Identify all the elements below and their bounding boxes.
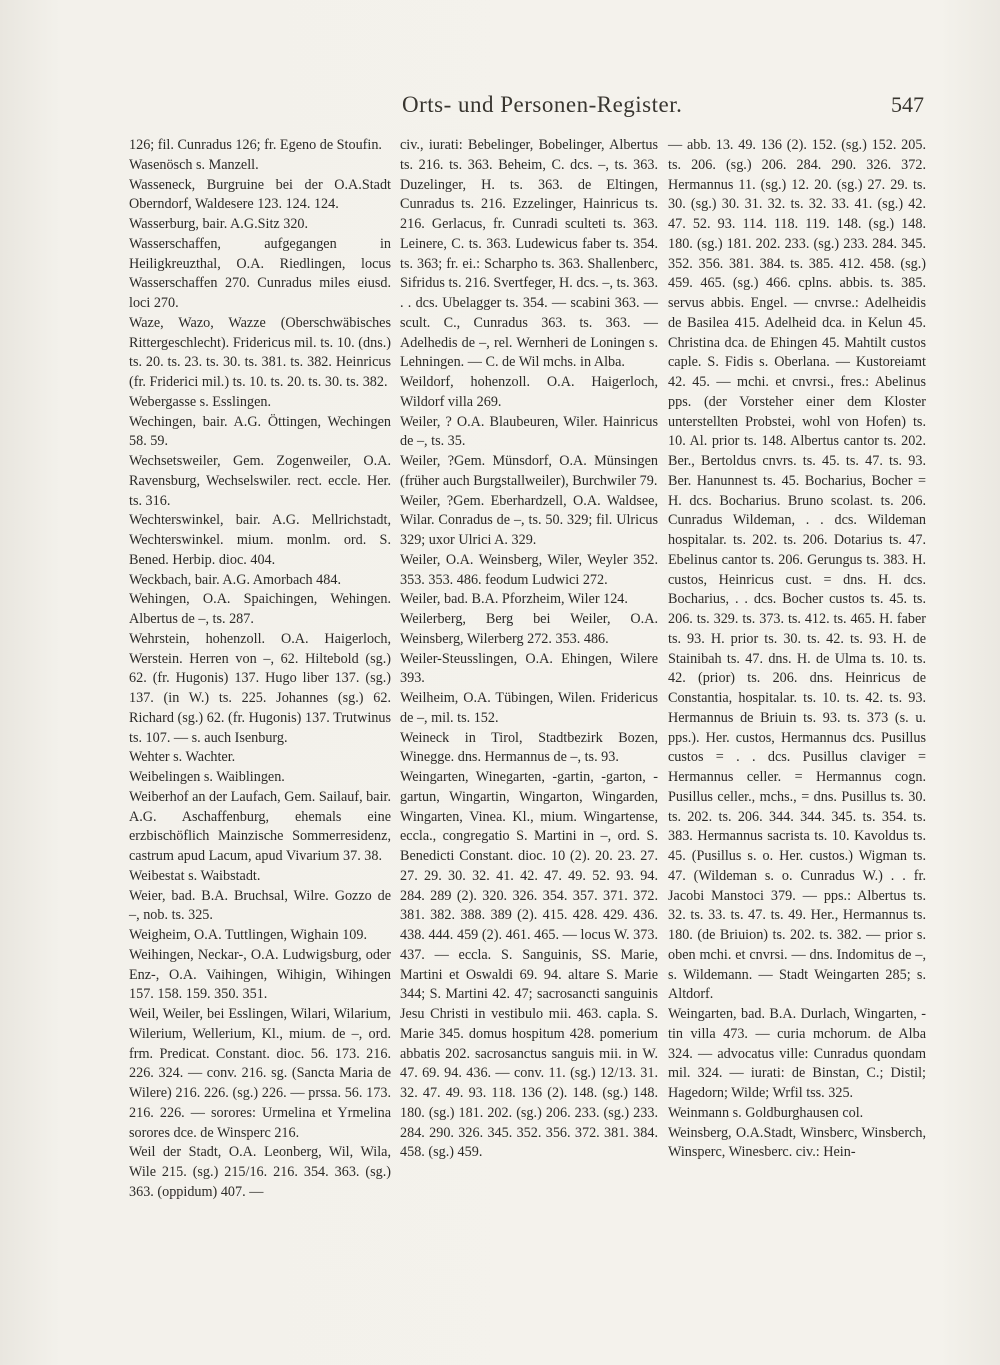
register-entry: Wechingen, bair. A.G. Öttingen, Wechingen 58. 59. xyxy=(129,413,391,450)
register-entry: Wasserschaffen, aufgegangen in Heiligkreuzthal, O.A. Riedlingen, locus Wasserschaffen 270. Cunradus miles eiusd. loci 270. xyxy=(129,235,391,311)
register-entry: Weihingen, Neckar-, O.A. Ludwigsburg, oder Enz-, O.A. Vaihingen, Wihigin, Wihingen 157. 158. 159. 350. 351. xyxy=(129,946,391,1003)
register-entry: civ., iurati: Bebelinger, Bobelinger, Albertus ts. 216. ts. 363. Beheim, C. dcs. –, ts. 363. Duzelinger, H. ts. 363. de Eltingen, Cunradus ts. 216. Ezzelinger, Hainricus ts. 216. Gerlacus, fr. Cunradi sculteti ts. 363. Leinere, C. ts. 363. Ludewicus faber ts. 354. ts. 363; fr. ei.: Scharpho ts. 363. Shallenberc, Sifridus ts. 216. Svertfeger, H. dcs. –, ts. 363. . . dcs. Ubelagger ts. 354. — scabini 363. — scult. C., Cunradus 363. ts. 363. — Adelhedis de –, rel. Wernheri de Loningen s. Lehningen. — C. de Wil mchs. in Alba. xyxy=(400,137,658,371)
register-entry: Wehrstein, hohenzoll. O.A. Haigerloch, Werstein. Herren von –, 62. Hiltebold (sg.) 62. (fr. Hugonis) 137. Hugo liber 137. (sg.) 137. (in W.) ts. 225. Johannes (sg.) 62. Richard (sg.) 62. (fr. Hugonis) 137. Trutwinus ts. 107. — s. auch Isenburg. xyxy=(129,630,391,746)
register-entry: Weiberhof an der Laufach, Gem. Sailauf, bair. A.G. Aschaffenburg, ehemals eine erzbischöflich Mainzische Sommerresidenz, castrum apud Lacum, apud Vivarium 37. 38. xyxy=(129,788,392,864)
register-entry: Weiler, bad. B.A. Pforzheim, Wiler 124. xyxy=(400,591,628,608)
register-entry: Weildorf, hohenzoll. O.A. Haigerloch, Wildorf villa 269. xyxy=(400,374,658,410)
register-entry: Weingarten, Winegarten, -gartin, -garton, -gartun, Wingartin, Wingarton, Wingarden, Wingarten, Vinea. Kl., mium. Wingartense, eccla., congregatio S. Martini in –, ord. S. Benedicti Constant. dioc. 10 (2). 20. 23. 27. 27. 29. 30. 32. 41. 42. 47. 49. 52. 93. 94. 284. 289 (2). 320. 326. 354. 357. 371. 372. 381. 382. 388. 389 (2). 415. 428. 429. 436. 438. 444. 459 (2). 461. 465. — locus W. 373. 437. — eccla. S. Sanguinis, SS. Marie, Martini et Oswaldi 69. 94. altare S. Marie 344; S. Martini 42. 47; sacrosancti sanguinis Jesu Christi in vestibulo mii. 463. capla. S. Marie 345. domus hospitum 428. pomerium abbatis 202. sacrosanctus sanguis mii. in W. 47. 69. 94. 436. — conv. 11. (sg.) 12/13. 31. 32. 47. 49. 93. 118. 136 (2). 148. (sg.) 148. 180. (sg.) 181. 202. (sg.) 206. 233. (sg.) 233. 284. 290. 326. 345. 352. 356. 372. 381. 384. 458. (sg.) 459. xyxy=(400,769,658,1161)
register-entry: Weiler, ?Gem. Eberhardzell, O.A. Waldsee, Wilar. Conradus de –, ts. 50. 329; fil. Ulricus 329; uxor Ulrici A. 329. xyxy=(400,492,658,548)
page-number: 547 xyxy=(891,92,924,117)
text-column-right xyxy=(668,136,926,1163)
register-entry: Weinmann s. Goldburghausen col. xyxy=(668,1104,864,1121)
register-entry: Weibestat s. Waibstadt. xyxy=(129,867,261,884)
register-entry: Wehter s. Wachter. xyxy=(129,749,236,766)
register-entry: Weilerberg, Berg bei Weiler, O.A. Weinsberg, Wilerberg 272. 353. 486. xyxy=(400,611,658,647)
register-entry: 126; fil. Cunradus 126; fr. Egeno de Stoufin. xyxy=(129,137,382,153)
register-entry: Wechterswinkel, bair. A.G. Mellrichstadt, Wechterswinkel. mium. monlm. ord. S. Bened. Herbip. dioc. 404. xyxy=(129,512,391,568)
register-entry: Weier, bad. B.A. Bruchsal, Wilre. Gozzo de –, nob. ts. 325. xyxy=(129,887,391,924)
register-entry: — abb. 13. 49. 136 (2). 152. (sg.) 152. 205. ts. 206. (sg.) 206. 284. 290. 326. 372. Hermannus 11. (sg.) 12. 20. (sg.) 27. 29. ts. 30. (sg.) 30. 31. 32. ts. 32. 33. 41. (sg.) 42. 47. 52. 93. 114. 118. 119. 148. (sg.) 148. 180. (sg.) 181. 202. 233. (sg.) 233. 284. 345. 352. 356. 381. 384. ts. 385. 412. 458. (sg.) 459. 465. (sg.) 466. cplns. abbis. ts. 385. servus abbis. Engel. — cnvrse.: Adelheidis de Basilea 415. Adelheid dca. in Kelun 45. Christina dca. de Ehingen 45. Mahtilt custos caple. S. Fidis s. Oberlana. — Kustoreiamt 42. 45. — mchi. et cnvrsi., fres.: Abelinus pps. (der Vorsteher einer dem Kloster unterstellten Probstei, wohl von Hofen) ts. 10. Al. prior ts. 148. Albertus cantor ts. 202. Ber., Bertoldus cnvrs. ts. 45. ts. 47. ts. 93. Ber. Hanunnest ts. 45. Bocharius, Bocher = H. dcs. Bocharius. Bruno scolast. ts. 206. Cunradus Wildeman, . . dcs. Wildeman hospitalar. ts. 202. ts. 206. Dotarius ts. 47. Ebelinus cantor ts. 206. Gerungus ts. 383. H. custos, Heinricus cust. = dns. H. dcs. Bocharius, . . dcs. Bocher custos ts. 45. ts. 206. ts. 329. ts. 373. ts. 412. ts. 465. H. faber ts. 93. H. prior ts. 30. ts. 42. ts. 93. H. de Stainibah ts. 47. dns. H. de Ulma ts. 10. ts. 42. (prior) ts. 206. dns. Heinricus de Constantia, hospitalar. ts. 10. ts. 42. ts. 93. Hermannus de Briuin ts. 93. ts. 373 (s. u. pps.). Her. custos, Hermannus dcs. Pusillus custos = . . dcs. Pusillus claviger = Hermannus celler. = Hermannus cogn. Pusillus celler., mchs., = dns. Pusillus ts. 30. ts. 202. ts. 206. 344. 344. 345. ts. 354. ts. 383. Hermannus sacrista ts. 10. Kavoldus ts. 45. (Pusillus s. o. Her. custos.) Wigman ts. 47. (Wildeman s. o. Cunradus W.) . . fr. Jacobi Manstoci 379. — pps.: Albertus ts. 32. ts. 33. ts. 47. ts. 49. Her., Hermannus ts. 180. (de Briuion) ts. 202. ts. 382. — prior s. oben mchi. et cnvrsi. — dns. Indomitus de –, s. Wildemann. — Stadt Weingarten 285; s. Altdorf. xyxy=(668,137,926,1003)
register-entry: Weibelingen s. Waiblingen. xyxy=(129,769,285,785)
register-entry: Waze, Wazo, Wazze (Oberschwäbisches Rittergeschlecht). Fridericus mil. ts. 10. (dns.) ts. 20. ts. 23. ts. 30. ts. 381. ts. 382. Heinricus (fr. Friderici mil.) ts. 10. ts. 20. ts. 30. ts. 382. xyxy=(129,314,391,390)
register-entry: Wasserburg, bair. A.G.Sitz 320. xyxy=(129,216,309,232)
register-entry: Weineck in Tirol, Stadtbezirk Bozen, Winegge. dns. Hermannus de –, ts. 93. xyxy=(400,729,658,766)
register-entry: Wasenösch s. Manzell. xyxy=(129,156,259,173)
register-entry: Wasseneck, Burgruine bei der O.A.Stadt Oberndorf, Waldesere 123. 124. 124. xyxy=(129,176,391,213)
text-column-left xyxy=(129,136,391,1203)
register-entry: Weil, Weiler, bei Esslingen, Wilari, Wilarium, Wilerium, Wellerium, Kl., mium. de –, ord. frm. Predicat. Constant. dioc. 56. 173. 216. 226. 324. — conv. 216. sg. (Sancta Maria de Wilere) 216. 226. (sg.) 226. — prssa. 56. 173. 216. 226. — sorores: Urmelina et Yrmelina sorores dce. de Winsperc 216. xyxy=(129,1006,391,1141)
register-entry: Weingarten, bad. B.A. Durlach, Wingarten, -tin villa 473. — curia mchorum. de Alba 324. — advocatus ville: Cunradus quondam mil. 324. — iurati: de Binstan, C.; Distil; Hagedorn; Wilde; Wrfil tss. 325. xyxy=(668,1006,926,1101)
register-entry: Weiler-Steusslingen, O.A. Ehingen, Wilere 393. xyxy=(400,650,658,687)
register-entry: Weiler, ? O.A. Blaubeuren, Wiler. Hainricus de –, ts. 35. xyxy=(400,413,658,450)
text-column-middle xyxy=(400,136,658,1163)
register-entry: Weckbach, bair. A.G. Amorbach 484. xyxy=(129,571,342,588)
page-title: Orts- und Personen-Register. xyxy=(402,92,683,117)
register-entry: Webergasse s. Esslingen. xyxy=(129,393,272,410)
register-entry: Wehingen, O.A. Spaichingen, Wehingen. Albertus de –, ts. 287. xyxy=(129,591,391,627)
page-header xyxy=(130,92,930,128)
register-entry: Weilheim, O.A. Tübingen, Wilen. Fridericus de –, mil. ts. 152. xyxy=(400,690,658,726)
register-entry: Weinsberg, O.A.Stadt, Winsberc, Winsberch, Winsperc, Winesberc. civ.: Hein- xyxy=(668,1124,926,1161)
register-entry: Weigheim, O.A. Tuttlingen, Wighain 109. xyxy=(129,927,368,943)
register-entry: Weiler, O.A. Weinsberg, Wiler, Weyler 352. 353. 353. 486. feodum Ludwici 272. xyxy=(400,551,658,588)
register-entry: Weiler, ?Gem. Münsdorf, O.A. Münsingen (früher auch Burgstallweiler), Burchwiler 79. xyxy=(400,453,658,489)
register-entry: Wechsetsweiler, Gem. Zogenweiler, O.A. Ravensburg, Wechselswiler. rect. eccle. Her. ts. 316. xyxy=(129,453,391,509)
register-entry: Weil der Stadt, O.A. Leonberg, Wil, Wila, Wile 215. (sg.) 215/16. 216. 354. 363. (sg.) 363. (oppidum) 407. — xyxy=(129,1144,391,1200)
